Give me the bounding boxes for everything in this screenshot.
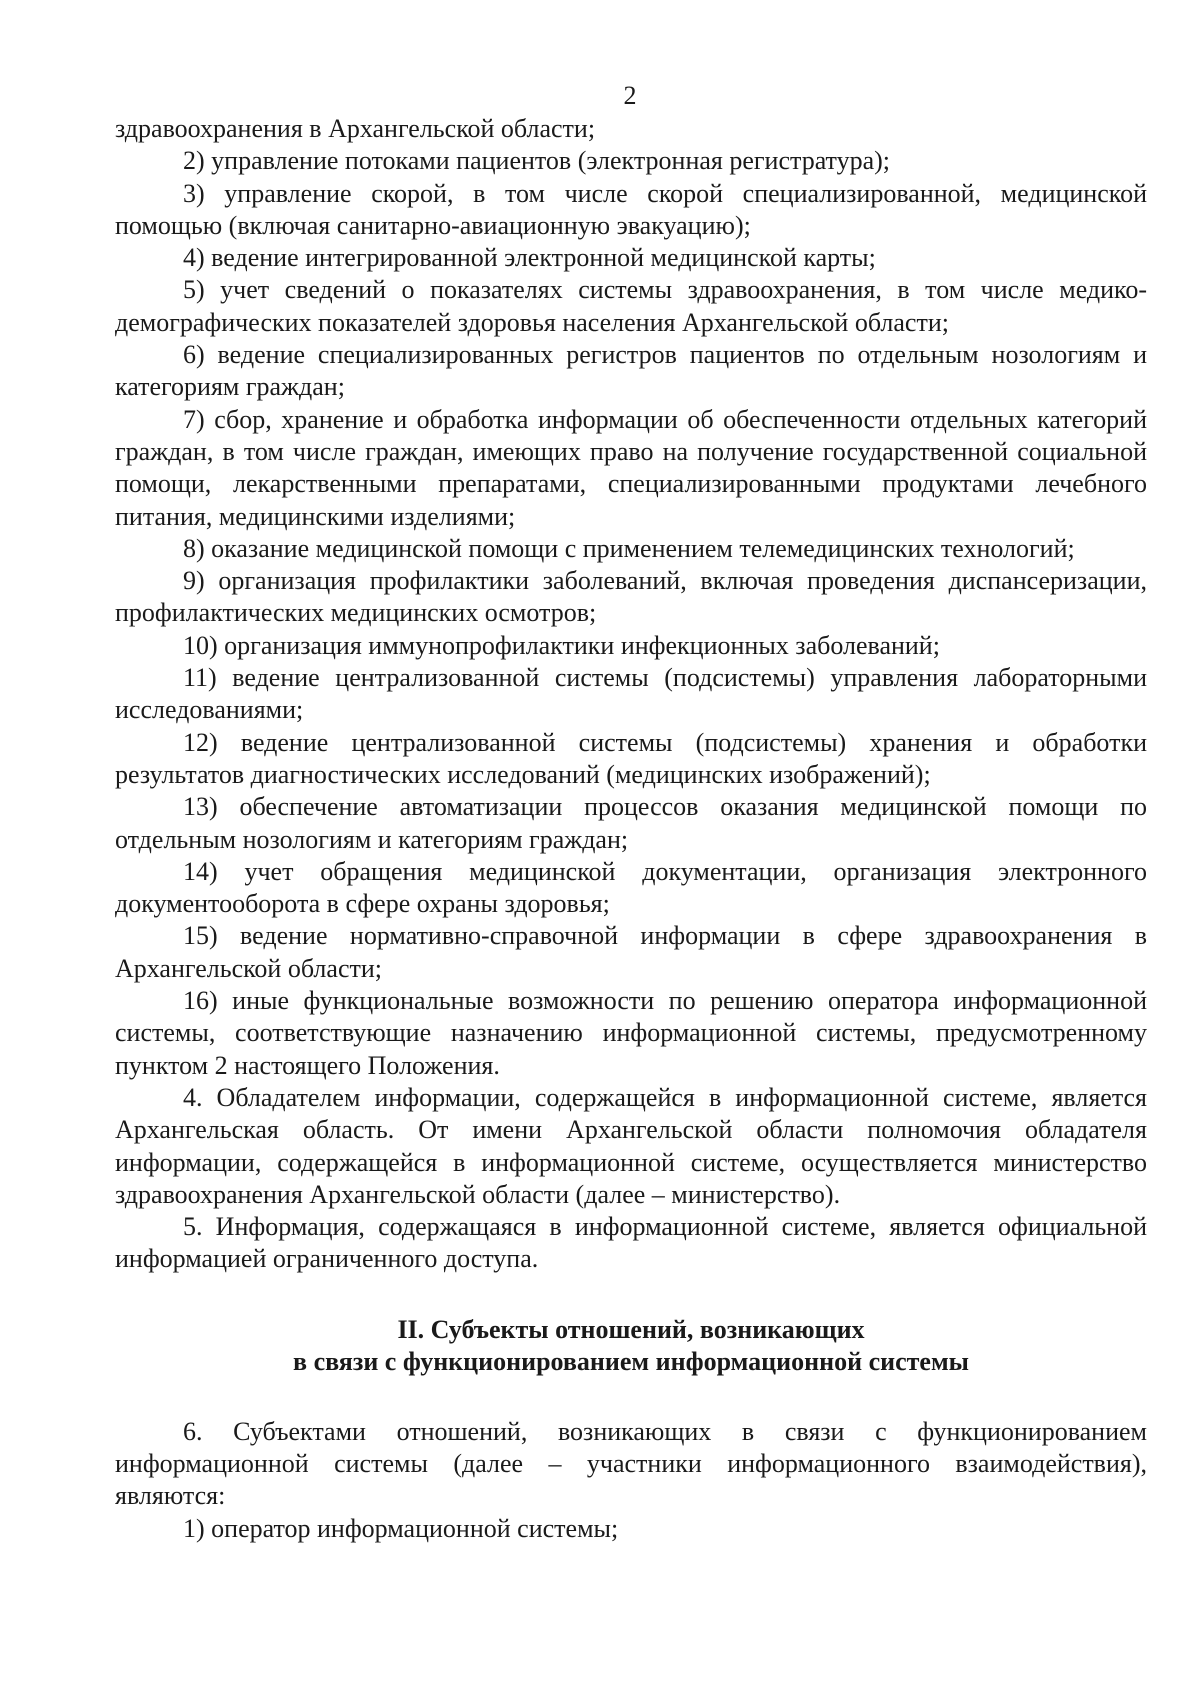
document-body [115,113,1147,1545]
paragraph: 10) организация иммунопрофилактики инфекционных заболеваний; [183,630,940,660]
paragraph: 5) учет сведений о показателях системы здравоохранения, в том числе медико-демографических показателей здоровья населения Архангельской области; [115,275,1147,337]
paragraph: 16) иные функциональные возможности по решению оператора информационной системы, соответствующие назначению информационной системы, предусмотренному пунктом 2 настоящего Положения. [115,986,1147,1080]
paragraph: 11) ведение централизованной системы (подсистемы) управления лабораторными исследованиями; [115,663,1147,725]
paragraph: 8) оказание медицинской помощи с применением телемедицинских технологий; [183,533,1075,563]
section-heading-line-2: в связи с функционированием информационной системы [293,1346,969,1376]
paragraph: 2) управление потоками пациентов (электронная регистратура); [183,146,891,176]
page-number: 2 [623,81,637,110]
paragraph: здравоохранения в Архангельской области; [115,114,596,143]
paragraph: 5. Информация, содержащаяся в информационной системе, является официальной информацией ограниченного доступа. [115,1212,1147,1274]
paragraph: 6) ведение специализированных регистров пациентов по отдельным нозологиям и категориям граждан; [115,340,1147,402]
paragraph: 1) оператор информационной системы; [183,1513,619,1543]
paragraph: 13) обеспечение автоматизации процессов оказания медицинской помощи по отдельным нозологиям и категориям граждан; [115,792,1147,854]
section-heading [115,1314,1147,1378]
paragraph: 9) организация профилактики заболеваний, включая проведения диспансеризации, профилактических медицинских осмотров; [115,566,1147,628]
paragraph: 14) учет обращения медицинской документации, организация электронного документооборота в сфере охраны здоровья; [115,856,1147,919]
paragraphs-before-heading [115,113,1147,1276]
paragraph: 7) сбор, хранение и обработка информации об обеспеченности отдельных категорий граждан, в том числе граждан, имеющих право на получение государственной социальной помощи, лекарственными препаратами, специализированными продуктами лечебного питания, медицинскими изделиями; [115,404,1147,531]
paragraph: 4. Обладателем информации, содержащейся в информационной системе, является Архангельская область. От имени Архангельской области полномочия обладателя информации, содержащейся в информационной системе, осуществляется министерство здравоохранения Архангельской области (далее – министерство). [115,1082,1147,1209]
paragraph: 6. Субъектами отношений, возникающих в связи с функционированием информационной системы (далее – участники информационного взаимодействия), являются: [115,1416,1147,1511]
paragraphs-after-heading [115,1416,1147,1545]
paragraph: 15) ведение нормативно-справочной информации в сфере здравоохранения в Архангельской области; [115,921,1147,983]
paragraph: 3) управление скорой, в том числе скорой специализированной, медицинской помощью (включая санитарно-авиационную эвакуацию); [115,178,1147,240]
section-heading-line-1: II. Субъекты отношений, возникающих [397,1314,865,1344]
paragraph: 12) ведение централизованной системы (подсистемы) хранения и обработки результатов диагностических исследований (медицинских изображений); [115,727,1147,789]
paragraph: 4) ведение интегрированной электронной медицинской карты; [183,243,876,273]
